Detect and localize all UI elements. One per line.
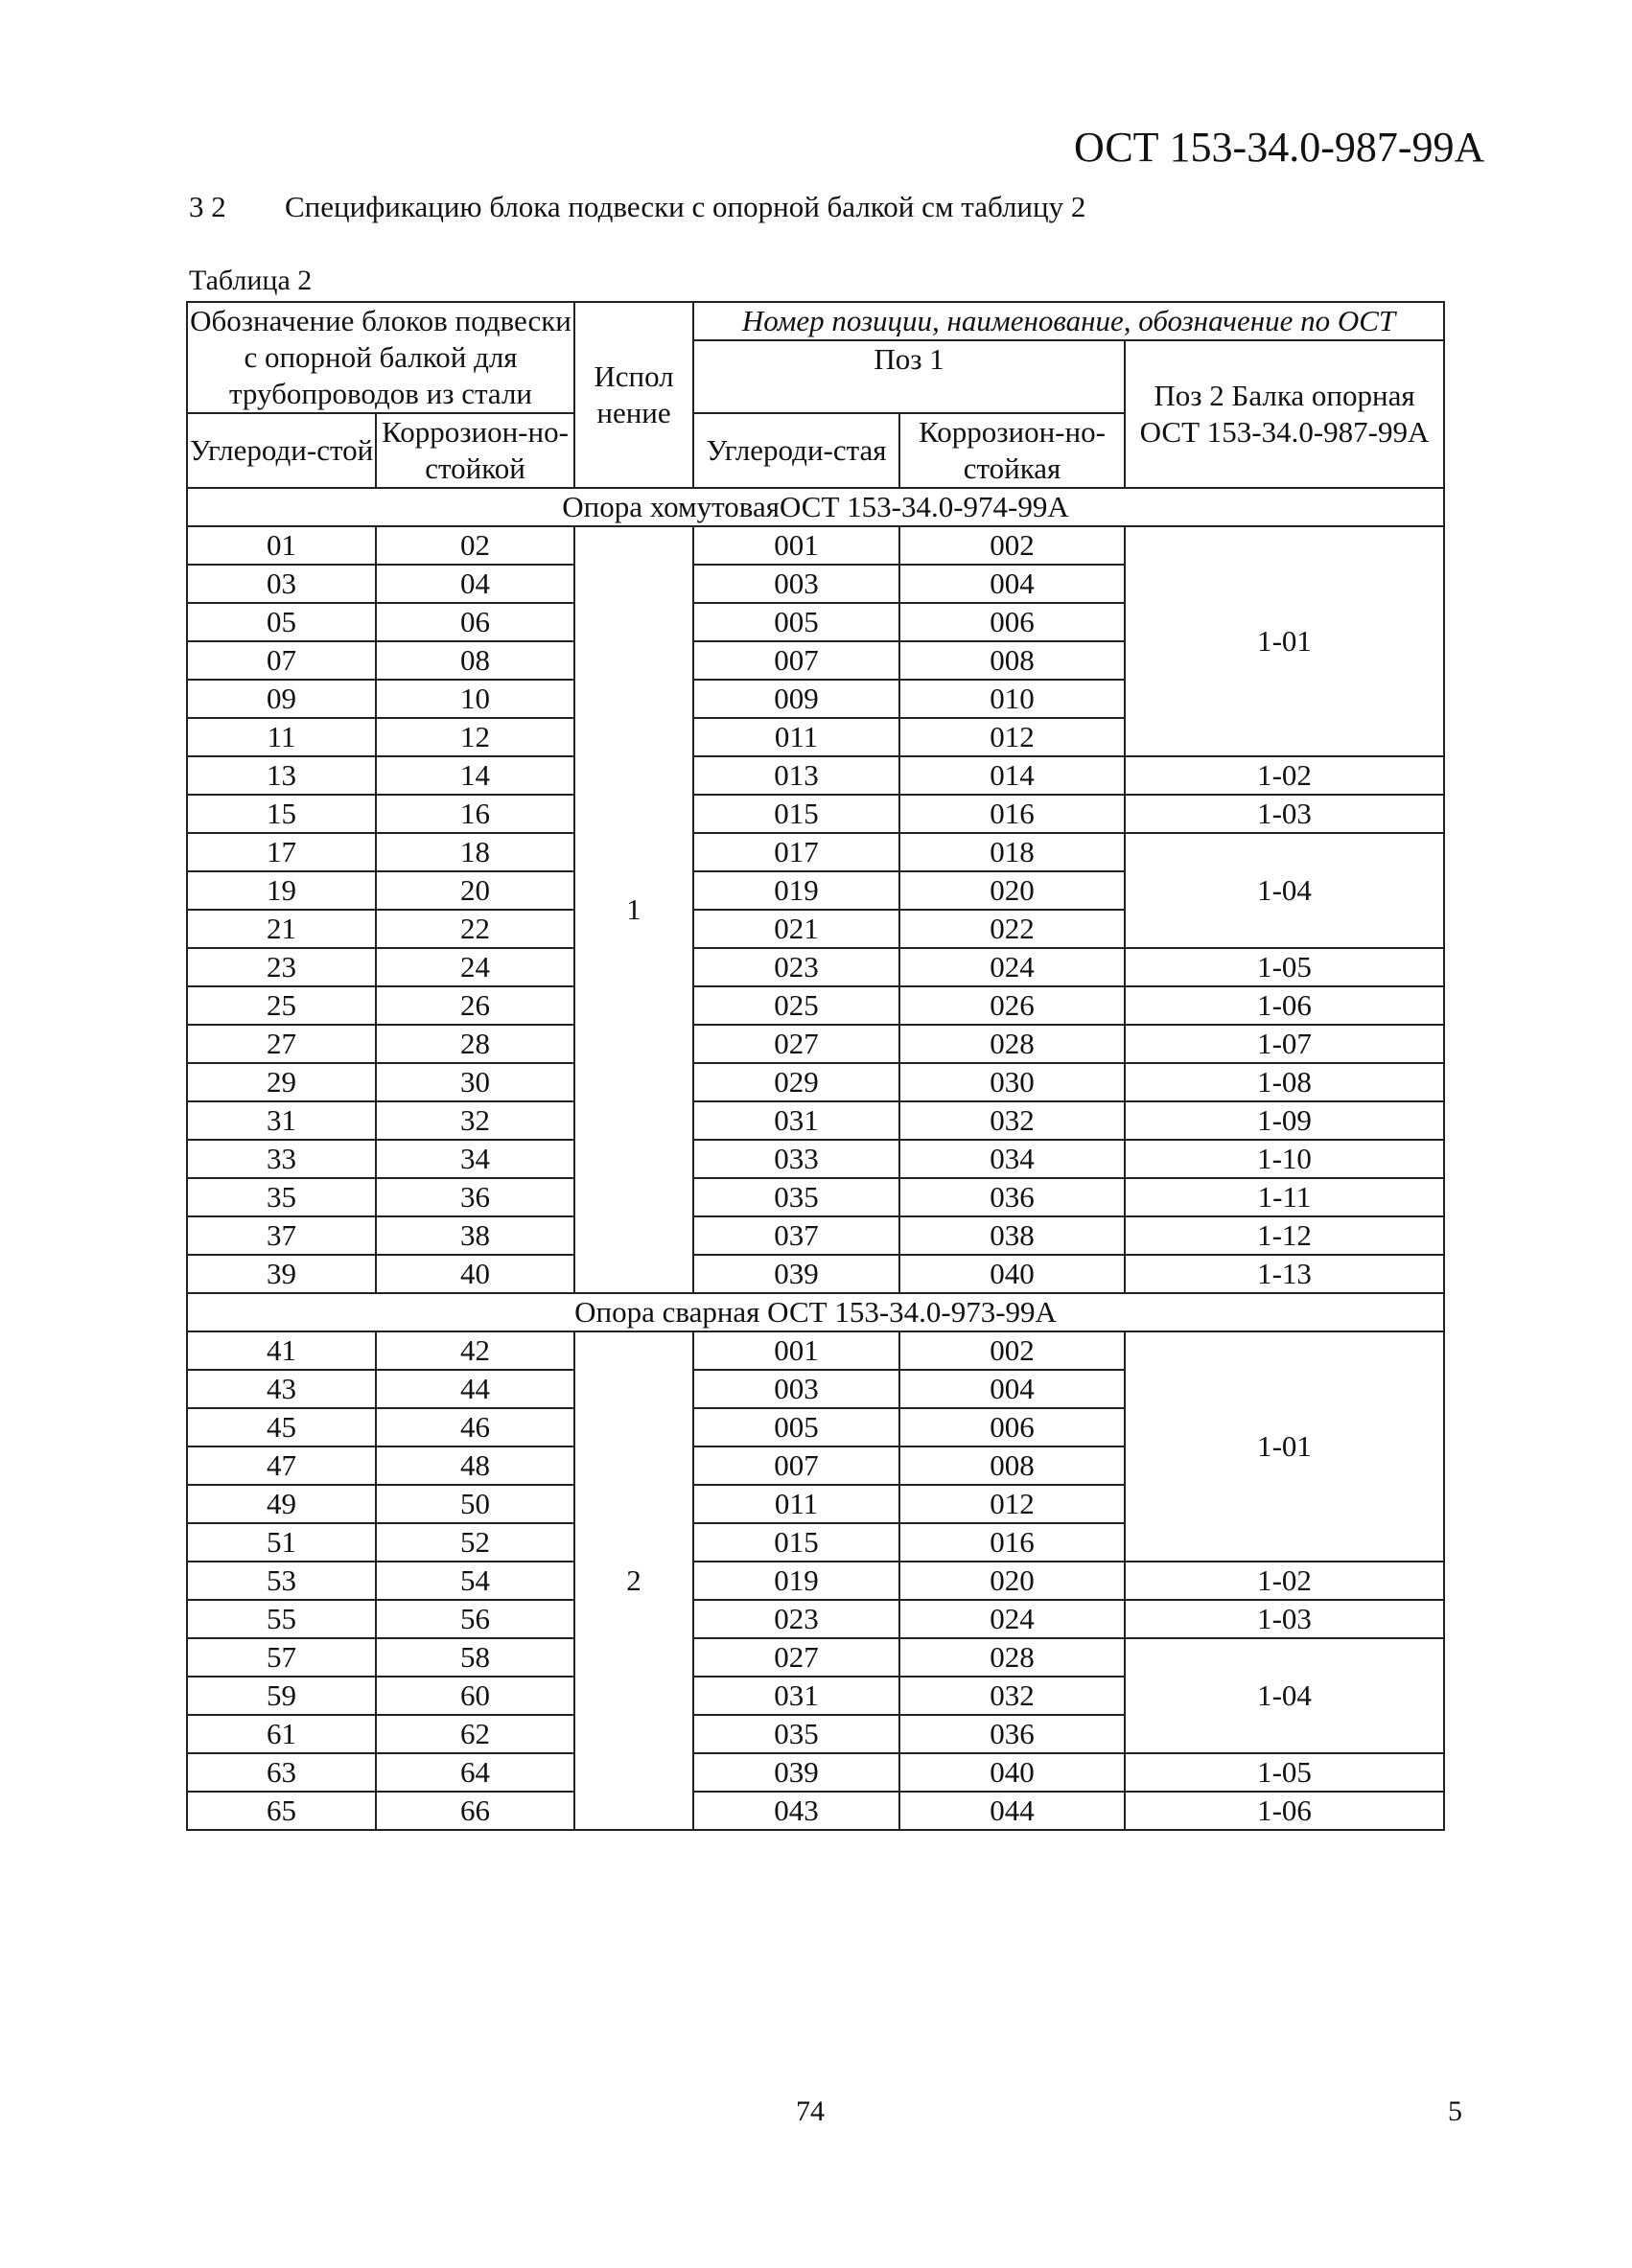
cell-corrosion-block: 62 [376,1715,574,1753]
cell-carbon-block: 29 [187,1063,376,1101]
cell-poz2: 1-10 [1125,1140,1444,1178]
cell-poz1-corrosion: 012 [899,1485,1125,1523]
cell-poz1-carbon: 035 [693,1178,899,1216]
cell-poz1-corrosion: 024 [899,948,1125,986]
cell-poz1-corrosion: 002 [899,1331,1125,1370]
cell-corrosion-block: 16 [376,795,574,833]
cell-carbon-block: 53 [187,1562,376,1600]
cell-poz2: 1-08 [1125,1063,1444,1101]
cell-poz2: 1-01 [1125,526,1444,756]
cell-carbon-block: 19 [187,871,376,910]
page-number: 74 [796,2095,825,2127]
cell-poz1-carbon: 009 [693,680,899,718]
cell-poz2: 1-06 [1125,1792,1444,1830]
cell-poz1-carbon: 013 [693,756,899,795]
table-row [187,1025,1444,1063]
cell-poz2: 1-05 [1125,1753,1444,1792]
cell-poz2: 1-06 [1125,986,1444,1025]
section-paragraph [189,190,1085,224]
cell-poz1-corrosion: 016 [899,1523,1125,1562]
cell-corrosion-block: 06 [376,603,574,641]
cell-poz2: 1-07 [1125,1025,1444,1063]
cell-carbon-block: 05 [187,603,376,641]
cell-corrosion-block: 26 [376,986,574,1025]
cell-carbon-block: 09 [187,680,376,718]
header-ispolnenie: Испол нение [574,302,693,488]
cell-corrosion-block: 40 [376,1255,574,1293]
cell-carbon-block: 61 [187,1715,376,1753]
cell-corrosion-block: 46 [376,1408,574,1446]
cell-carbon-block: 51 [187,1523,376,1562]
cell-carbon-block: 39 [187,1255,376,1293]
cell-carbon-block: 45 [187,1408,376,1446]
cell-poz1-corrosion: 034 [899,1140,1125,1178]
table-row [187,1562,1444,1600]
cell-corrosion-block: 64 [376,1753,574,1792]
cell-carbon-block: 21 [187,910,376,948]
cell-corrosion-block: 18 [376,833,574,871]
cell-poz1-carbon: 037 [693,1216,899,1255]
cell-poz1-corrosion: 004 [899,565,1125,603]
cell-carbon-block: 11 [187,718,376,756]
table-row [187,1792,1444,1830]
cell-poz1-corrosion: 032 [899,1677,1125,1715]
cell-poz1-carbon: 019 [693,1562,899,1600]
cell-poz1-carbon: 003 [693,1370,899,1408]
cell-poz1-carbon: 007 [693,641,899,680]
cell-corrosion-block: 44 [376,1370,574,1408]
cell-carbon-block: 31 [187,1101,376,1140]
cell-corrosion-block: 60 [376,1677,574,1715]
cell-carbon-block: 65 [187,1792,376,1830]
cell-poz1-carbon: 031 [693,1677,899,1715]
cell-poz1-corrosion: 036 [899,1178,1125,1216]
cell-poz1-corrosion: 014 [899,756,1125,795]
header-poz1-corrosion: Коррозион-но-стойкая [899,413,1125,488]
header-poz2: Поз 2 Балка опорная ОСТ 153-34.0-987-99А [1125,340,1444,488]
cell-carbon-block: 01 [187,526,376,565]
cell-carbon-block: 59 [187,1677,376,1715]
cell-carbon-block: 27 [187,1025,376,1063]
table-caption: Таблица 2 [189,265,313,296]
cell-poz1-corrosion: 006 [899,603,1125,641]
cell-poz1-carbon: 033 [693,1140,899,1178]
table-row [187,1638,1444,1677]
cell-poz2: 1-11 [1125,1178,1444,1216]
table-row [187,948,1444,986]
cell-poz1-corrosion: 020 [899,1562,1125,1600]
cell-poz2: 1-12 [1125,1216,1444,1255]
cell-corrosion-block: 32 [376,1101,574,1140]
table-row [187,1331,1444,1370]
cell-poz1-corrosion: 022 [899,910,1125,948]
table-row [187,526,1444,565]
cell-poz2: 1-09 [1125,1101,1444,1140]
cell-poz2: 1-02 [1125,756,1444,795]
table-row [187,795,1444,833]
cell-carbon-block: 47 [187,1446,376,1485]
table-row [187,986,1444,1025]
cell-poz1-carbon: 023 [693,948,899,986]
cell-corrosion-block: 38 [376,1216,574,1255]
cell-corrosion-block: 58 [376,1638,574,1677]
cell-poz1-carbon: 035 [693,1715,899,1753]
cell-corrosion-block: 02 [376,526,574,565]
cell-poz1-carbon: 005 [693,1408,899,1446]
cell-carbon-block: 41 [187,1331,376,1370]
sheet-number: 5 [1448,2095,1462,2127]
cell-poz2: 1-04 [1125,1638,1444,1753]
specification-table [186,301,1445,1831]
cell-poz1-corrosion: 028 [899,1638,1125,1677]
cell-poz1-corrosion: 032 [899,1101,1125,1140]
cell-corrosion-block: 36 [376,1178,574,1216]
cell-poz1-corrosion: 030 [899,1063,1125,1101]
cell-poz1-corrosion: 008 [899,1446,1125,1485]
cell-poz1-corrosion: 038 [899,1216,1125,1255]
cell-poz1-carbon: 001 [693,526,899,565]
cell-carbon-block: 23 [187,948,376,986]
cell-poz1-corrosion: 008 [899,641,1125,680]
cell-carbon-block: 17 [187,833,376,871]
group-title: Опора хомутоваяОСТ 153-34.0-974-99А [187,488,1444,526]
cell-poz1-corrosion: 012 [899,718,1125,756]
header-carbon: Углероди-стой [187,413,376,488]
cell-carbon-block: 55 [187,1600,376,1638]
cell-poz1-carbon: 003 [693,565,899,603]
cell-poz2: 1-13 [1125,1255,1444,1293]
cell-poz1-corrosion: 024 [899,1600,1125,1638]
header-position-title: Номер позиции, наименование, обозначение по ОСТ [693,302,1444,340]
cell-poz1-carbon: 019 [693,871,899,910]
cell-carbon-block: 07 [187,641,376,680]
cell-carbon-block: 13 [187,756,376,795]
header-corrosion: Коррозион-но-стойкой [376,413,574,488]
cell-poz1-corrosion: 018 [899,833,1125,871]
cell-corrosion-block: 56 [376,1600,574,1638]
cell-poz1-carbon: 011 [693,1485,899,1523]
cell-corrosion-block: 10 [376,680,574,718]
cell-poz1-carbon: 005 [693,603,899,641]
cell-corrosion-block: 30 [376,1063,574,1101]
cell-poz1-carbon: 015 [693,795,899,833]
table-row [187,1255,1444,1293]
cell-poz2: 1-05 [1125,948,1444,986]
cell-poz1-corrosion: 036 [899,1715,1125,1753]
table-row [187,1216,1444,1255]
cell-corrosion-block: 24 [376,948,574,986]
cell-corrosion-block: 22 [376,910,574,948]
cell-corrosion-block: 14 [376,756,574,795]
cell-poz1-carbon: 025 [693,986,899,1025]
cell-corrosion-block: 48 [376,1446,574,1485]
cell-carbon-block: 33 [187,1140,376,1178]
cell-corrosion-block: 52 [376,1523,574,1562]
cell-carbon-block: 57 [187,1638,376,1677]
cell-poz1-carbon: 039 [693,1255,899,1293]
cell-poz1-corrosion: 004 [899,1370,1125,1408]
table-row [187,1753,1444,1792]
table-row [187,1101,1444,1140]
cell-poz1-corrosion: 044 [899,1792,1125,1830]
header-poz1-carbon: Углероди-стая [693,413,899,488]
cell-corrosion-block: 42 [376,1331,574,1370]
cell-poz1-carbon: 001 [693,1331,899,1370]
cell-poz1-carbon: 015 [693,1523,899,1562]
cell-poz1-corrosion: 002 [899,526,1125,565]
cell-poz2: 1-03 [1125,1600,1444,1638]
cell-ispolnenie: 1 [574,526,693,1293]
cell-poz1-carbon: 031 [693,1101,899,1140]
cell-poz2: 1-04 [1125,833,1444,948]
cell-ispolnenie: 2 [574,1331,693,1830]
cell-corrosion-block: 54 [376,1562,574,1600]
cell-corrosion-block: 04 [376,565,574,603]
table-row [187,1178,1444,1216]
cell-corrosion-block: 28 [376,1025,574,1063]
cell-poz1-carbon: 017 [693,833,899,871]
cell-poz1-corrosion: 016 [899,795,1125,833]
cell-corrosion-block: 12 [376,718,574,756]
group-title: Опора сварная ОСТ 153-34.0-973-99А [187,1293,1444,1331]
section-text: Спецификацию блока подвески с опорной балкой см таблицу 2 [285,190,1086,223]
cell-poz1-carbon: 027 [693,1025,899,1063]
cell-poz1-corrosion: 010 [899,680,1125,718]
cell-poz1-corrosion: 040 [899,1753,1125,1792]
table-row [187,1600,1444,1638]
cell-poz1-carbon: 023 [693,1600,899,1638]
section-number: 3 2 [189,190,226,223]
cell-poz1-carbon: 007 [693,1446,899,1485]
table-row [187,833,1444,871]
cell-poz1-carbon: 039 [693,1753,899,1792]
cell-carbon-block: 37 [187,1216,376,1255]
cell-poz1-carbon: 029 [693,1063,899,1101]
cell-corrosion-block: 50 [376,1485,574,1523]
cell-poz1-carbon: 011 [693,718,899,756]
header-blocks-title: Обозначение блоков подвески с опорной балкой для трубопроводов из стали [187,302,574,413]
cell-poz1-carbon: 043 [693,1792,899,1830]
table-body [187,488,1444,1830]
cell-poz2: 1-02 [1125,1562,1444,1600]
cell-poz1-carbon: 027 [693,1638,899,1677]
table-row [187,756,1444,795]
table-row [187,1063,1444,1101]
cell-corrosion-block: 66 [376,1792,574,1830]
cell-poz1-corrosion: 006 [899,1408,1125,1446]
cell-carbon-block: 25 [187,986,376,1025]
table-row [187,1140,1444,1178]
cell-carbon-block: 43 [187,1370,376,1408]
cell-poz1-corrosion: 026 [899,986,1125,1025]
cell-corrosion-block: 08 [376,641,574,680]
cell-poz1-corrosion: 020 [899,871,1125,910]
cell-corrosion-block: 20 [376,871,574,910]
cell-carbon-block: 03 [187,565,376,603]
cell-corrosion-block: 34 [376,1140,574,1178]
cell-poz2: 1-03 [1125,795,1444,833]
header-poz1: Поз 1 [693,340,1125,413]
cell-poz1-corrosion: 028 [899,1025,1125,1063]
cell-poz1-corrosion: 040 [899,1255,1125,1293]
cell-carbon-block: 63 [187,1753,376,1792]
cell-carbon-block: 15 [187,795,376,833]
cell-poz2: 1-01 [1125,1331,1444,1562]
cell-poz1-carbon: 021 [693,910,899,948]
cell-carbon-block: 49 [187,1485,376,1523]
document-code: ОСТ 153-34.0-987-99А [1074,124,1485,171]
cell-carbon-block: 35 [187,1178,376,1216]
